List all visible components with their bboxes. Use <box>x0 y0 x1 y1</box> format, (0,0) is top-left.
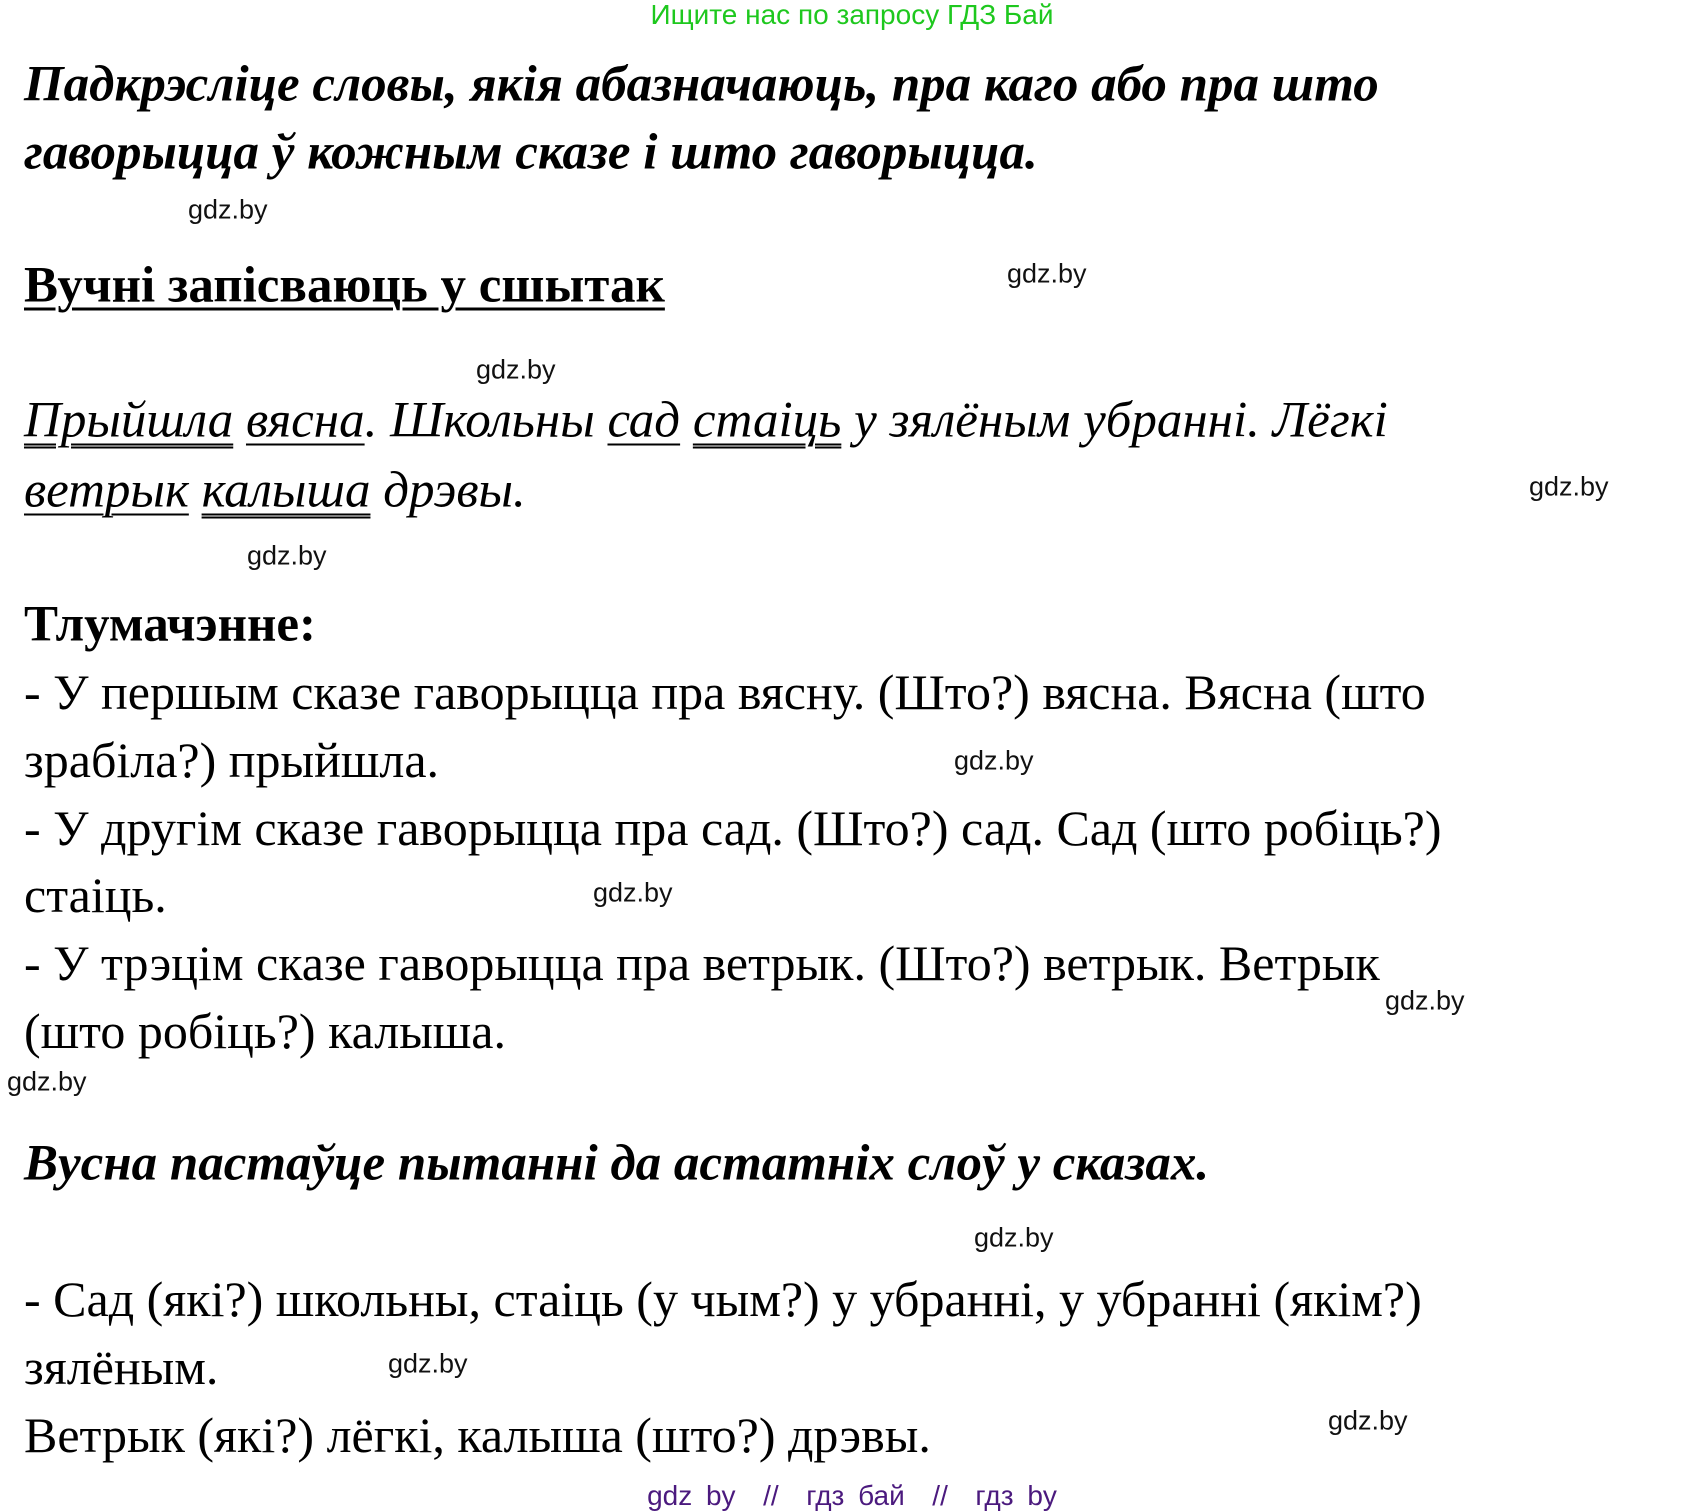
oral-task-instruction: Вусна пастаўце пытанні да астатніх слоў у сказах. <box>24 1135 1210 1192</box>
explanation-line: - У трэцім сказе гаворыцца пра ветрык. (Што?) ветрык. Ветрык <box>24 935 1380 991</box>
explanation-line: - У другім сказе гаворыцца пра сад. (Што?) сад. Сад (што робіць?) <box>24 800 1442 856</box>
watermark: gdz.by <box>1529 471 1609 502</box>
text: . Школьны <box>364 392 608 449</box>
watermark: gdz.by <box>1007 258 1087 289</box>
watermark: gdz.by <box>247 540 327 571</box>
predicate-word: калыша <box>201 462 371 519</box>
text <box>680 393 693 449</box>
watermark: gdz.by <box>593 877 673 908</box>
explanation-line: стаіць. <box>24 867 167 923</box>
watermark: gdz.by <box>974 1222 1054 1253</box>
task-instruction-line-2: гаворыцца ў кожным сказе і што гаворыцца. <box>24 124 1038 181</box>
text <box>233 393 246 449</box>
answer-line: Ветрык (які?) лёгкі, калыша (што?) дрэвы. <box>24 1407 931 1463</box>
subject-word: вясна <box>245 392 365 449</box>
predicate-word: стаіць <box>692 392 842 449</box>
explanation-title: Тлумачэнне: <box>24 596 316 653</box>
subject-word: ветрык <box>24 462 189 519</box>
task-instruction-line-1: Падкрэсліце словы, якія абазначаюць, пра каго або пра што <box>24 56 1379 113</box>
watermark: gdz.by <box>7 1066 87 1097</box>
watermark: gdz.by <box>1328 1405 1408 1436</box>
subject-word: сад <box>607 392 681 449</box>
explanation-line: - У першым сказе гаворыцца пра вясну. (Што?) вясна. Вясна (што <box>24 664 1426 720</box>
explanation-line: (што робіць?) калыша. <box>24 1003 506 1059</box>
text: у зялёным убранні. Лёгкі <box>841 392 1388 449</box>
text: дрэвы. <box>370 462 526 519</box>
answer-line: - Сад (які?) школьны, стаіць (у чым?) у убранні, у убранні (якім?) <box>24 1271 1422 1327</box>
predicate-word: Прыйшла <box>24 392 234 449</box>
explanation-line: зрабіла?) прыйшла. <box>24 732 440 788</box>
watermark: gdz.by <box>388 1348 468 1379</box>
watermark: gdz.by <box>1385 985 1465 1016</box>
section-heading: Вучні запісваюць у сшытак <box>24 257 665 314</box>
watermark: gdz.by <box>188 194 268 225</box>
watermark: gdz.by <box>954 745 1034 776</box>
sentence-line-2 <box>24 462 526 519</box>
footer-links: gdz by // гдз бай // гдз by <box>647 1480 1057 1511</box>
search-hint-banner: Ищите нас по запросу ГДЗ Бай <box>650 0 1054 30</box>
answer-line: зялёным. <box>24 1339 219 1395</box>
text <box>189 463 202 519</box>
sentence-line-1 <box>24 392 1388 449</box>
watermark: gdz.by <box>476 354 556 385</box>
